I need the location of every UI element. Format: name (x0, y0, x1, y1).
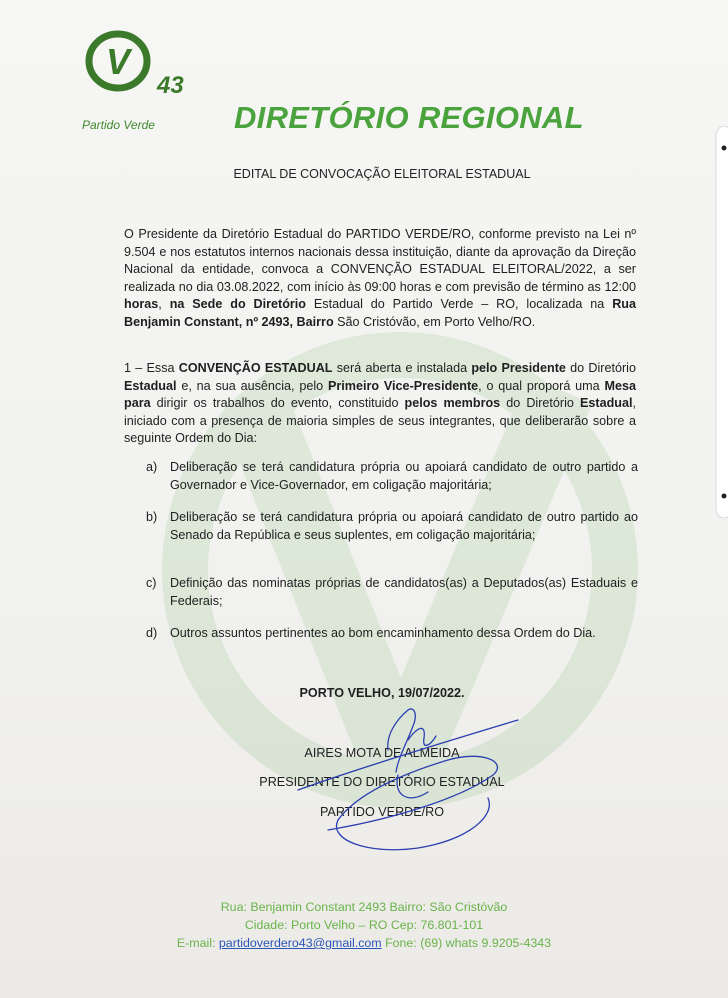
paragraph-intro (124, 226, 636, 331)
email-link[interactable]: partidoverdero43@gmail.com (218, 936, 382, 950)
bold-segment: Estadual (124, 378, 177, 393)
agenda-item (146, 459, 638, 494)
agenda-text: Deliberação se terá candidatura própria ou apoiará candidato de outro partido a Governador e Vice-Governador, em coligação majoritária; (170, 460, 638, 492)
bold-segment: horas (124, 297, 159, 311)
footer-city: Cidade: Porto Velho – RO Cep: 76.801-101 (244, 918, 484, 932)
bold-segment: CONVENÇÃO ESTADUAL (178, 361, 333, 375)
paragraph-convention (124, 360, 636, 448)
agenda-text: Deliberação se terá candidatura própria ou apoiará candidato de outro partido ao Senado da República e seus suplentes, em coligação majoritária; (170, 510, 638, 542)
bold-segment: Mesa para (124, 378, 636, 410)
agenda-marker: c) (146, 576, 157, 590)
phone-text: Fone: (69) whats 9.9205-4343 (381, 936, 552, 950)
text-segment: do Diretório (500, 396, 580, 410)
text-segment: e, na sua ausência, pelo (176, 378, 328, 393)
footer-contact (0, 934, 728, 952)
bold-segment: na Sede do Diretório (169, 297, 306, 311)
signatory-party: PARTIDO VERDE/RO (319, 805, 445, 819)
text-segment: será aberta e instalada (332, 361, 472, 375)
bold-segment: pelos membros (404, 396, 501, 410)
text-segment: , (158, 297, 170, 311)
email-label: E-mail: (176, 936, 219, 950)
bold-segment: Rua Benjamin Constant, nº 2493, Bairro (124, 297, 636, 329)
document-title: EDITAL DE CONVOCAÇÃO ELEITORAL ESTADUAL (233, 167, 531, 181)
text-segment: do Diretório (565, 361, 636, 375)
agenda-marker: d) (146, 626, 158, 640)
text-segment: O Presidente da Diretório Estadual do PARTIDO VERDE/RO, conforme previsto na Lei nº 9.504 e nos estatutos internos nacionais dessa instituição, diante da aprovação da Direção Nacional da entidade, convoca a CONVENÇÃO ESTADUAL ELEITORAL/2022, a ser realizada no dia 03.08.2022, com início às 09:00 horas e com previsão de término as 12:00 (124, 227, 636, 294)
text-segment: dirigir os trabalhos do evento, constituido (150, 396, 405, 410)
text-segment: São Cristóvão, em Porto Velho/RO. (333, 314, 536, 329)
date-line: PORTO VELHO, 19/07/2022. (299, 686, 465, 700)
agenda-marker: b) (146, 510, 158, 524)
agenda-item (146, 509, 638, 544)
text-segment: Estadual do Partido Verde – RO, localizada na (306, 297, 613, 311)
bold-segment: Primeiro Vice-Presidente (327, 378, 479, 393)
agenda-item (146, 575, 638, 610)
signatory-name: AIRES MOTA DE ALMEIDA (304, 746, 460, 760)
text-segment: , o qual proporá uma (478, 378, 605, 393)
party-logo-icon (84, 30, 156, 96)
text-segment: , iniciado com a presença de maioria simples de seus integrantes, que deliberarão sobre a seguinte Ordem do Dia: (124, 396, 636, 445)
bold-segment: Estadual (579, 396, 633, 410)
page-heading: DIRETÓRIO REGIONAL (234, 100, 584, 135)
agenda-item (146, 625, 638, 643)
party-number: 43 (157, 72, 184, 99)
handwritten-signature (268, 680, 538, 865)
device-edge (708, 126, 728, 518)
agenda-text: Outros assuntos pertinentes ao bom encaminhamento dessa Ordem do Dia. (170, 626, 596, 640)
signatory-role: PRESIDENTE DO DIRETÓRIO ESTADUAL (259, 775, 505, 789)
bold-segment: pelo Presidente (471, 361, 566, 375)
agenda-text: Definição das nominatas próprias de candidatos(as) a Deputados(as) Estaduais e Federais; (170, 576, 638, 608)
footer-address: Rua: Benjamin Constant 2493 Bairro: São Cristóvão (220, 900, 508, 914)
logo-letter: V (105, 41, 131, 82)
party-name: Partido Verde (82, 118, 155, 132)
text-segment: 1 – Essa (124, 361, 179, 375)
agenda-marker: a) (146, 460, 158, 474)
